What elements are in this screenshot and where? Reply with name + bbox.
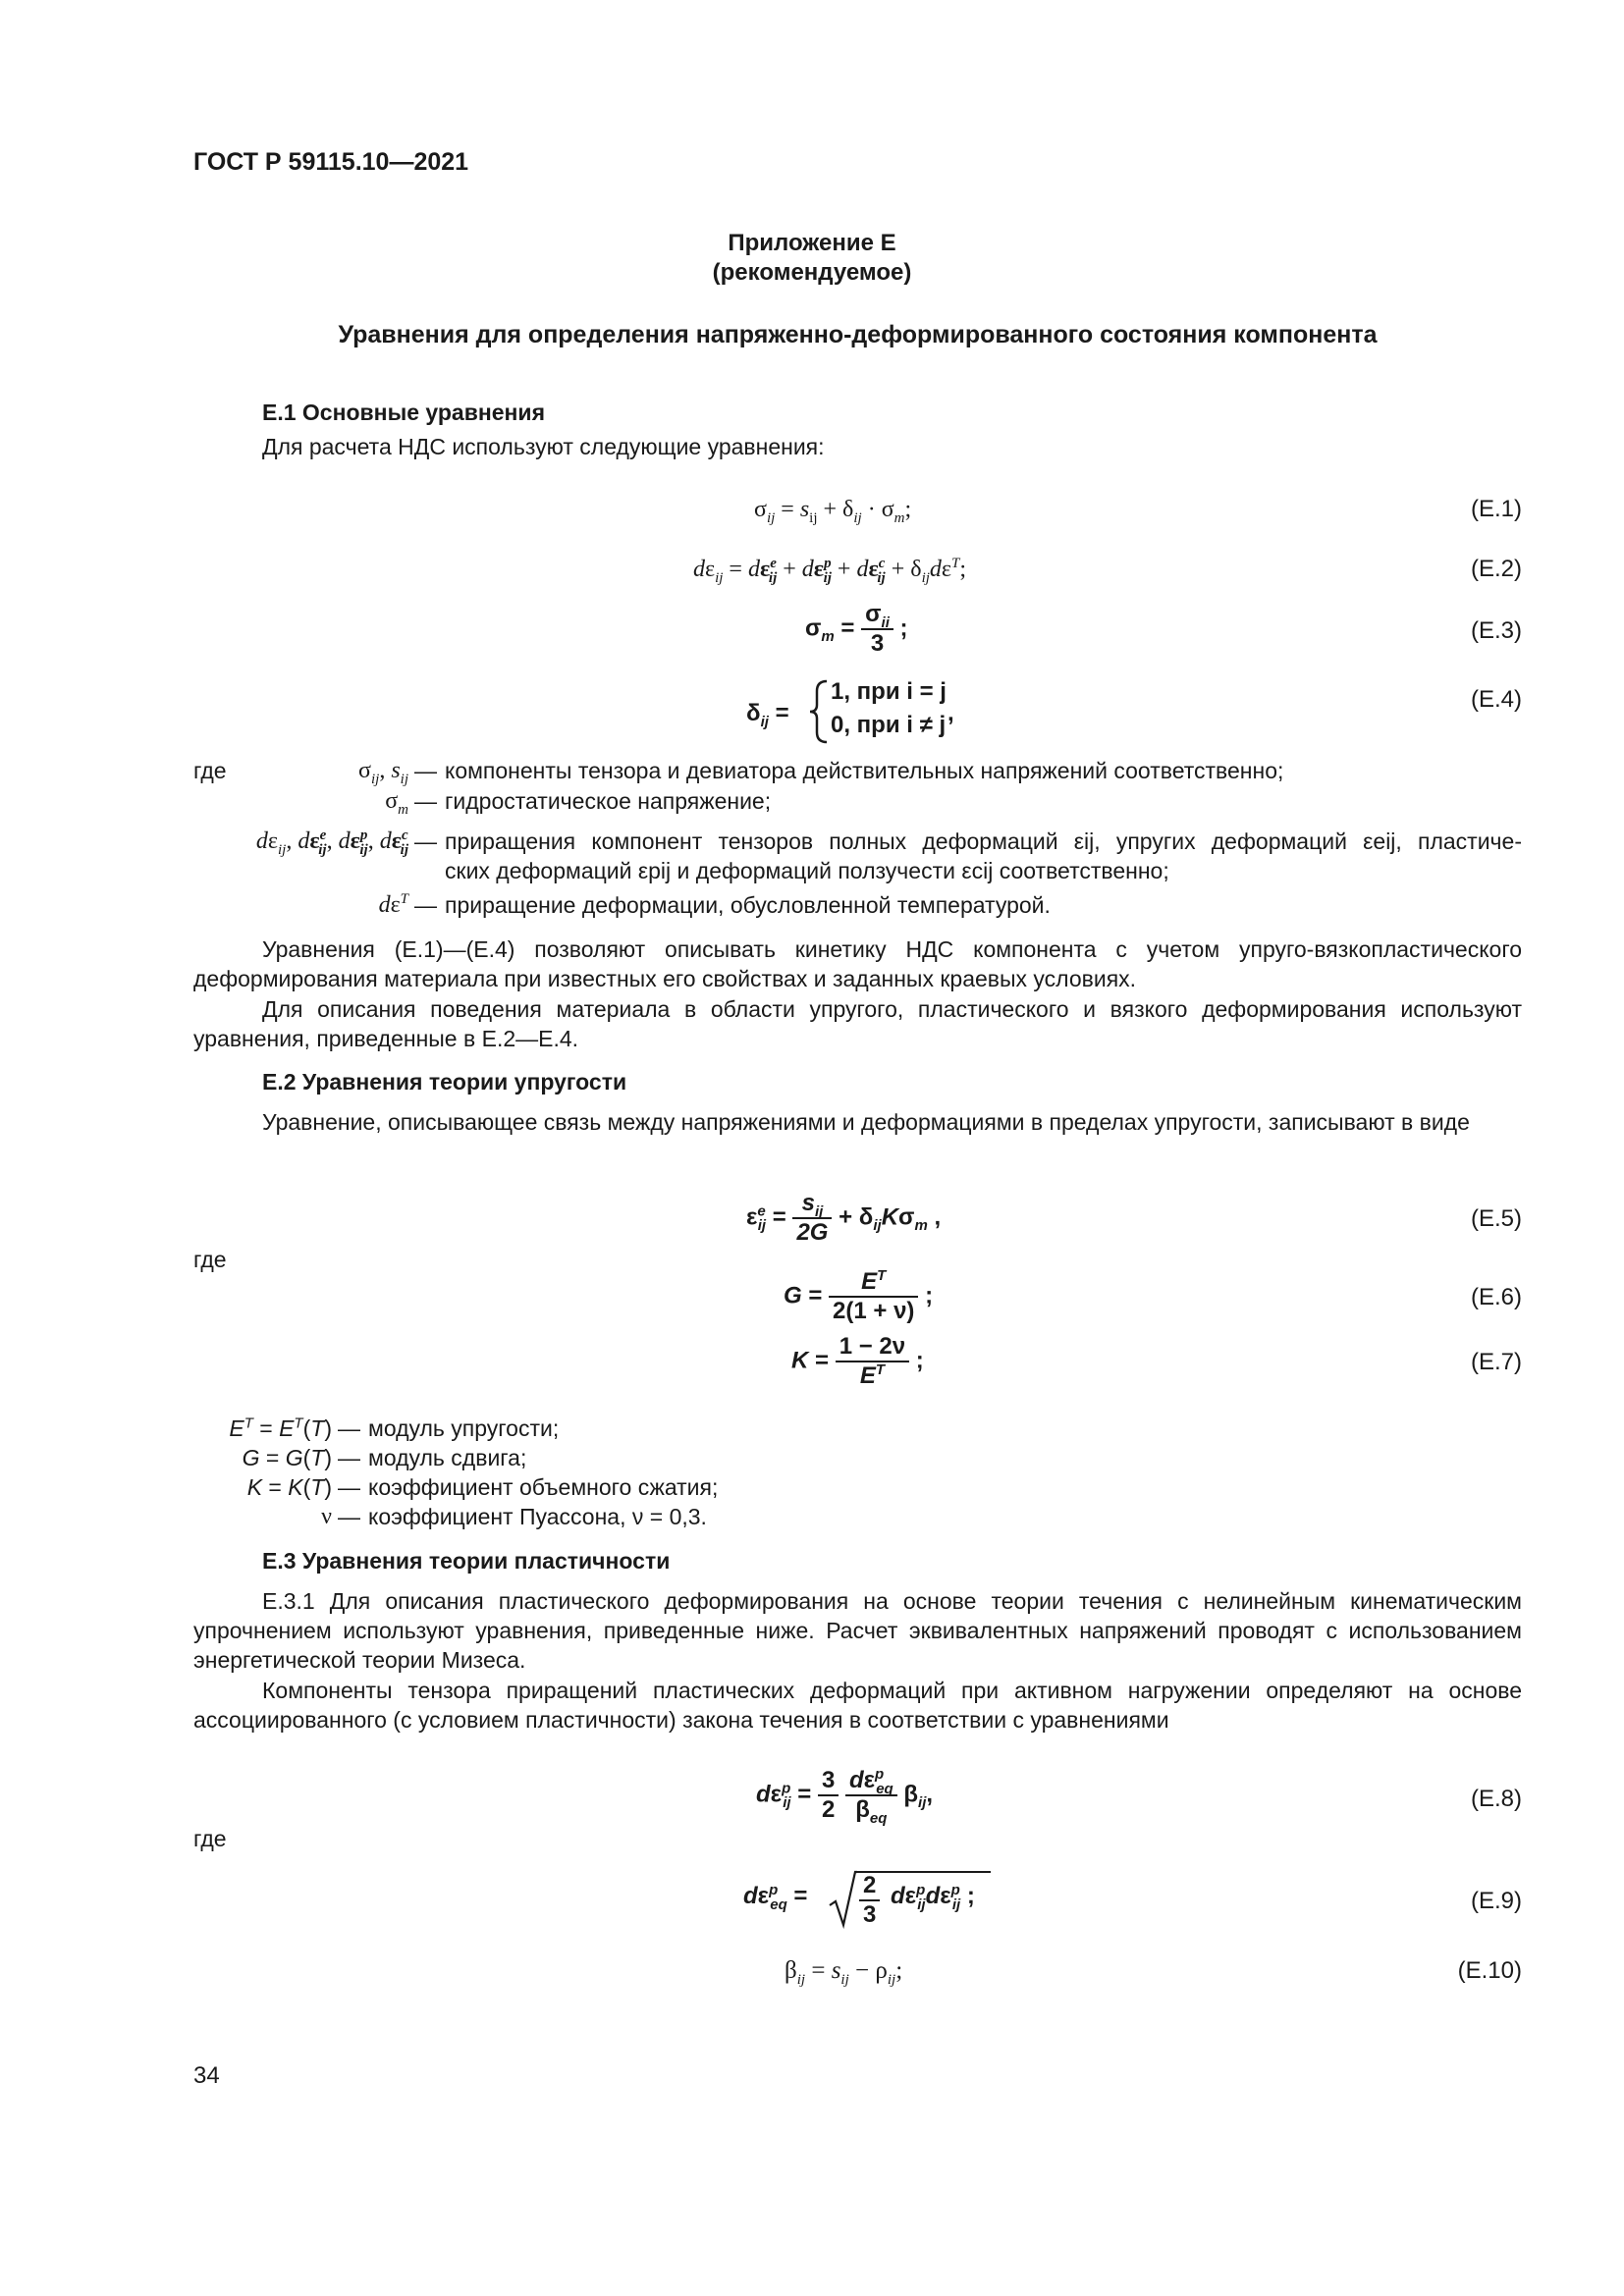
def-symbol: G = G(T) <box>242 1445 332 1470</box>
def-text: приращение деформации, обусловленной температурой. <box>445 892 1051 918</box>
sqrt-icon <box>828 1870 857 1929</box>
paragraph: Уравнения (Е.1)—(Е.4) позволяют описывать кинетику НДС компонента с учетом упруго-вязкопластического деформирования материала при известных его свойствах и заданных краевых условиях. <box>193 936 1522 991</box>
section-heading-e1: Е.1 Основные уравнения <box>262 400 545 425</box>
def-symbol: $d\varepsilon_{ij}$, $d\varepsilon^e_{ij}$, $d\varepsilon^p_{ij}$, $d\varepsilon^c_{ij}$ <box>255 828 408 858</box>
equation-number: (Е.6) <box>1470 1284 1522 1310</box>
where-label: где <box>193 758 227 783</box>
appendix-status: (рекомендуемое) <box>712 259 912 286</box>
def-symbol: $\sigma_m$ <box>385 788 408 818</box>
def-text: гидростатическое напряжение; <box>445 788 772 814</box>
def-symbol: $\sigma_{ij}$, $s_{ij}$ <box>358 758 408 787</box>
equation-number: (Е.1) <box>1470 496 1522 522</box>
equation-e2: $d\varepsilon_{ij} = d\varepsilon^e_{ij} + d\varepsilon^p_{ij} + d\varepsilon^c_{ij} + \delta_{ij}d\varepsilon^T$; <box>693 556 967 586</box>
def-symbol: $d\varepsilon^T$ <box>378 891 408 918</box>
def-text: модуль упругости; <box>368 1415 560 1441</box>
where-label: где <box>193 1247 227 1272</box>
def-symbol: ν <box>321 1504 332 1529</box>
def-symbol: K = K(T) <box>246 1474 332 1500</box>
equation-e1: $\sigma_{ij} = s_{ij} + \delta_{ij} \cdot \sigma_m$; <box>754 497 912 526</box>
brace-icon <box>807 679 829 744</box>
equation-e10: $\beta_{ij} = s_{ij} - \rho_{ij}$; <box>785 1957 903 1988</box>
where-label: где <box>193 1826 227 1851</box>
equation-number: (Е.4) <box>1470 686 1522 713</box>
appendix-heading: Уравнения для определения напряженно-деформированного состояния компонента <box>338 321 1378 348</box>
def-text: ских деформаций εpij и деформаций ползучести εcij соответственно; <box>445 858 1169 883</box>
paragraph: Компоненты тензора приращений пластических деформаций при активном нагружении определяют на основе ассоциированного (с условием пластичности) закона течения в соответствии с уравнениями <box>193 1678 1522 1733</box>
equation-number: (Е.7) <box>1470 1349 1522 1375</box>
document-code: ГОСТ Р 59115.10—2021 <box>193 148 469 176</box>
def-text: коэффициент объемного сжатия; <box>368 1474 719 1500</box>
equation-number: (Е.10) <box>1457 1957 1522 1984</box>
equation-e3: $\sigma_m$ = $\frac{\sigma_{ii}}{3}$ ; <box>805 601 908 657</box>
paragraph: Е.3.1 Для описания пластического деформирования на основе теории течения с нелинейным кинематическим упрочнением используют уравнения, приведенные ниже. Расчет эквивалентных напряжений проводят с использованием энергетической теории Мизеса. <box>193 1588 1522 1673</box>
equation-number: (Е.8) <box>1470 1786 1522 1812</box>
equation-number: (Е.5) <box>1470 1205 1522 1232</box>
equation-e6: G = $\frac{E^T}{2(1 + \nu)}$ ; <box>784 1267 934 1324</box>
def-text: коэффициент Пуассона, ν = 0,3. <box>368 1504 707 1529</box>
page-number: 34 <box>193 2062 220 2089</box>
equation-e8: $d\varepsilon^p_{ij}$ = $\frac{3}{2}$ $\frac{d\varepsilon^p_{eq}}{\beta_{eq}}$ $\beta_{ij}$, <box>756 1766 934 1827</box>
appendix-title: Приложение Е <box>728 230 896 256</box>
equation-number: (Е.3) <box>1470 617 1522 644</box>
def-symbol: $E^T = E^T(T)$ <box>229 1415 332 1441</box>
def-text: приращения компонент тензоров полных деформаций εij, упругих деформаций εeij, пластиче- <box>445 828 1522 854</box>
equation-number: (Е.2) <box>1470 556 1522 582</box>
section-heading-e3: Е.3 Уравнения теории пластичности <box>262 1548 671 1574</box>
equation-e7: K = $\frac{1 - 2\nu}{E^T}$ ; <box>791 1333 924 1389</box>
paragraph: Для описания поведения материала в области упругого, пластического и вязкого деформирования используют уравнения, приведенные в Е.2—Е.4. <box>193 996 1522 1051</box>
def-text: модуль сдвига; <box>368 1445 527 1470</box>
equation-e5: $\varepsilon^e_{ij}$ = $\frac{s_{ij}}{2G}$ + $\delta_{ij}K\sigma_m$ , <box>746 1190 942 1246</box>
paragraph: Уравнение, описывающее связь между напряжениями и деформациями в пределах упругости, записывают в виде <box>262 1109 1470 1135</box>
equation-number: (Е.9) <box>1470 1888 1522 1914</box>
section-heading-e2: Е.2 Уравнения теории упругости <box>262 1069 627 1095</box>
e1-intro: Для расчета НДС используют следующие уравнения: <box>262 434 825 459</box>
def-text: компоненты тензора и девиатора действительных напряжений соответственно; <box>445 758 1284 783</box>
